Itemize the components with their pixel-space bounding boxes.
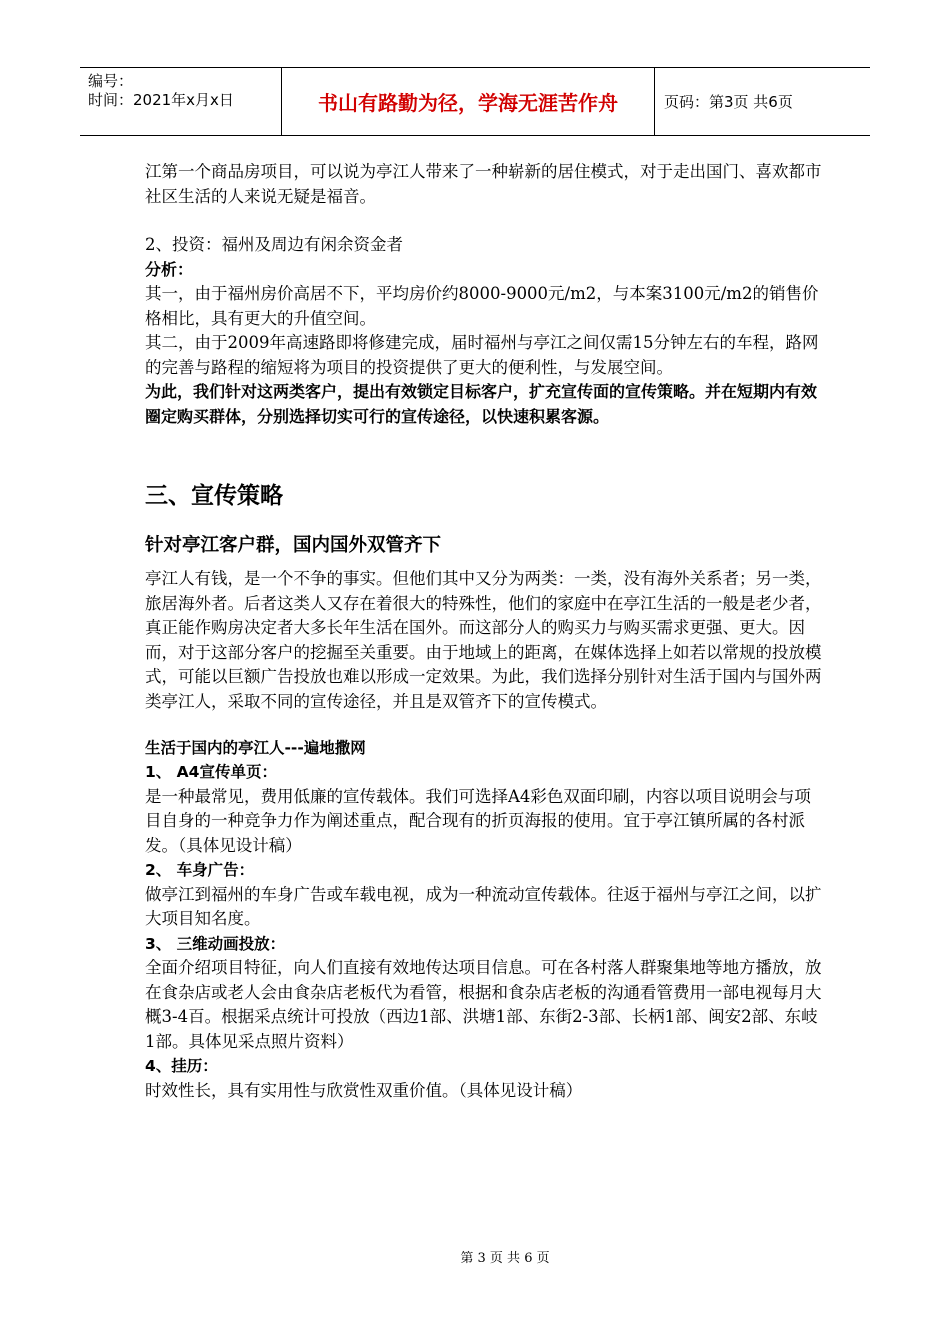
header-meta-cell [80, 68, 282, 135]
item-text: 做亭江到福州的车身广告或车载电视，成为一种流动宣传载体。往返于福州与亭江之间，以扩大项目知名度。 [145, 884, 822, 928]
document-number-label: 编号： [88, 72, 134, 90]
item-title: 4、挂历： [145, 1057, 218, 1075]
intro-paragraph: 江第一个商品房项目，可以说为亭江人带来了一种崭新的居住模式，对于走出国门、喜欢都市社区生活的人来说无疑是福音。 [145, 162, 822, 206]
item-title: 2、 车身广告： [145, 861, 255, 879]
header-page-code: 页码：第3页 共6页 [664, 93, 793, 111]
list-item [145, 858, 825, 932]
item-list [145, 760, 825, 1103]
list-item [145, 932, 825, 1055]
subsection-title: 针对亭江客户群，国内国外双管齐下 [145, 535, 442, 556]
header-motto-cell [282, 68, 655, 135]
analysis-point-2: 其二，由于2009年高速路即将修建完成，届时福州与亭江之间仅需15分钟左右的车程，路网的完善与路程的缩短将为项目的投资提供了更大的便利性，与发展空间。 [145, 333, 819, 377]
item-text: 时效性长，具有实用性与欣赏性双重价值。（具体见设计稿） [145, 1080, 583, 1100]
subsection-paragraph: 亭江人有钱，是一个不争的事实。但他们其中又分为两类：一类，没有海外关系者；另一类，旅居海外者。后者这类人又存在着很大的特殊性，他们的家庭中在亭江生活的一般是老少者，真正能作购房决定者大多长年生活在国外。而这部分人的购买力与购买需求更强、更大。因而，对于这部分客户的挖掘至关重要。由于地域上的距离，在媒体选择上如若以常规的投放模式，可能以巨额广告投放也难以形成一定效果。为此，我们选择分别针对生活于国内与国外两类亭江人，采取不同的宣传途径，并且是双管齐下的宣传模式。 [145, 569, 822, 711]
strategy-summary: 为此，我们针对这两类客户，提出有效锁定目标客户，扩充宣传面的宣传策略。并在短期内有效圈定购买群体，分别选择切实可行的宣传途径，以快速积累客源。 [145, 382, 818, 426]
analysis-point-1: 其一，由于福州房价高居不下，平均房价约8000-9000元/m2，与本案3100元/m2的销售价格相比，具有更大的升值空间。 [145, 284, 819, 328]
page-header [80, 67, 870, 136]
item-title: 3、 三维动画投放： [145, 934, 286, 953]
section-title: 三、宣传策略 [145, 483, 283, 509]
document-body [145, 160, 825, 1103]
list-item [145, 760, 825, 858]
domestic-heading: 生活于国内的亭江人---遍地撒网 [145, 739, 366, 757]
investment-heading: 2、投资：福州及周边有闲余资金者 [145, 235, 403, 254]
header-motto: 书山有路勤为径，学海无涯苦作舟 [318, 91, 618, 115]
header-page-cell [655, 68, 870, 135]
page-footer: 第 3 页 共 6 页 [460, 1251, 550, 1266]
document-date: 时间：2021年x月x日 [88, 91, 234, 109]
item-text: 全面介绍项目特征，向人们直接有效地传达项目信息。可在各村落人群聚集地等地方播放，放在食杂店或老人会由食杂店老板代为看管，根据和食杂店老板的沟通看管费用一部电视每月大概3-4百。根据采点统计可投放（西边1部、洪塘1部、东街2-3部、长柄1部、闽安2部、东岐1部。具体见采点照片资料） [145, 958, 822, 1051]
item-title: 1、 A4宣传单页： [145, 763, 277, 781]
analysis-label: 分析： [145, 259, 194, 279]
item-text: 是一种最常见，费用低廉的宣传载体。我们可选择A4彩色双面印刷，内容以项目说明会与项目自身的一种竞争力作为阐述重点，配合现有的折页海报的使用。宜于亭江镇所属的各村派发。（具体见设计稿） [145, 786, 811, 855]
list-item [145, 1054, 825, 1103]
